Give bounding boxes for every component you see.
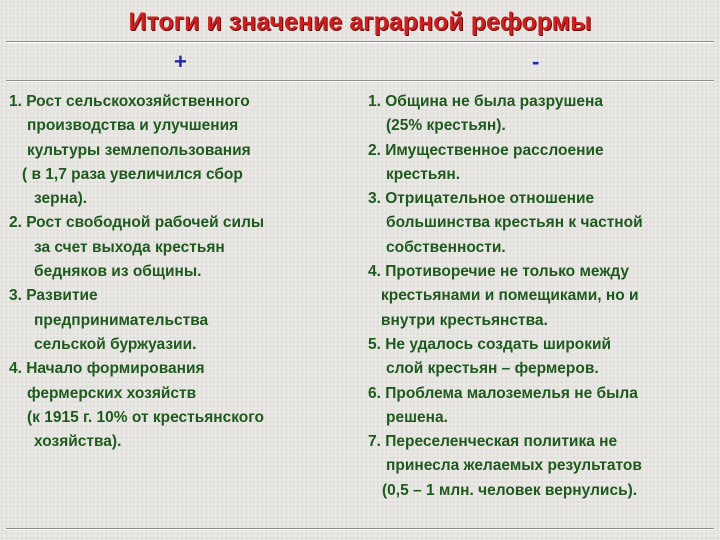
text-line: зерна).: [34, 190, 88, 208]
text-line: фермерских хозяйств: [27, 384, 197, 402]
text-line: (0,5 – 1 млн. человек вернулись).: [382, 481, 638, 499]
text-line: 2. Имущественное расслоение: [368, 141, 604, 159]
bottom-divider: [6, 528, 714, 530]
text-line: 1. Община не была разрушена: [368, 93, 604, 110]
text-line: 6. Проблема малоземелья не была: [368, 384, 638, 402]
positive-results-column: [9, 90, 349, 454]
text-line: крестьян.: [386, 165, 461, 183]
text-line: 4. Начало формирования: [9, 360, 205, 378]
text-line: бедняков из общины.: [34, 263, 202, 281]
text-line: предпринимательства: [34, 311, 209, 329]
text-line: 2. Рост свободной рабочей силы: [9, 214, 265, 232]
text-line: собственности.: [386, 238, 506, 256]
text-line: (25% крестьян).: [386, 117, 506, 135]
text-line: 4. Противоречие не только между: [368, 263, 629, 281]
text-line: (к 1915 г. 10% от крестьянского: [27, 408, 264, 426]
text-line: производства и улучшения: [27, 117, 239, 135]
negative-results-column: [368, 90, 708, 503]
plus-header: +: [174, 49, 187, 74]
text-line: 7. Переселенческая политика не: [368, 433, 618, 451]
text-line: внутри крестьянства.: [381, 311, 548, 329]
text-line: слой крестьян – фермеров.: [386, 360, 599, 378]
text-line: 5. Не удалось создать широкий: [368, 335, 612, 353]
text-line: крестьянами и помещиками, но и: [381, 287, 639, 305]
text-line: ( в 1,7 раза увеличился сбор: [22, 165, 243, 183]
text-line: за счет выхода крестьян: [34, 238, 225, 256]
text-line: хозяйства).: [34, 433, 122, 451]
slide-title: Итоги и значение аграрной реформы: [128, 8, 592, 36]
text-line: большинства крестьян к частной: [386, 214, 643, 232]
text-line: 1. Рост сельскохозяйственного: [9, 93, 250, 110]
text-line: культуры землепользования: [27, 141, 251, 159]
minus-header: -: [532, 49, 540, 74]
text-line: 3. Развитие: [9, 287, 98, 305]
text-line: решена.: [386, 408, 448, 426]
text-line: 3. Отрицательное отношение: [368, 190, 595, 208]
header-divider: [6, 80, 714, 82]
text-line: принесла желаемых результатов: [386, 457, 642, 475]
top-divider: [6, 41, 714, 43]
text-line: сельской буржуазии.: [34, 335, 197, 353]
